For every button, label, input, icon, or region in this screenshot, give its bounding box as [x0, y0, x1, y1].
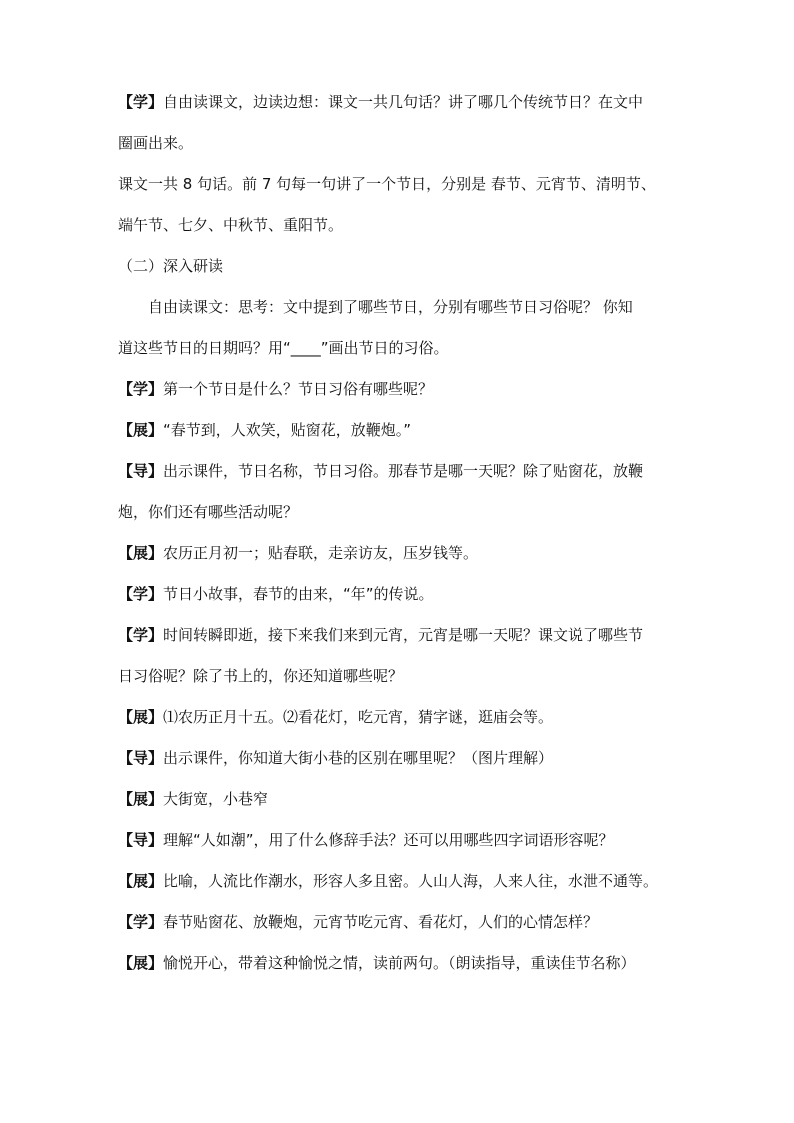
line-tag: 【展】 — [118, 790, 164, 808]
line-text: 炮，你们还有哪些活动呢？ — [118, 503, 299, 521]
line-tag: 【学】 — [118, 93, 164, 111]
text-line — [118, 748, 683, 768]
text-line — [118, 338, 683, 358]
text-line — [118, 953, 683, 973]
line-text: 端午节、七夕、中秋节、重阳节。 — [118, 216, 344, 234]
line-tag: 【展】 — [118, 708, 164, 726]
line-tag: 【学】 — [118, 626, 164, 644]
line-text: 第一个节日是什么？节日习俗有哪些呢？ — [163, 380, 434, 398]
line-text: 节日小故事，春节的由来，“年”的传说。 — [163, 585, 434, 603]
line-text: 比喻，人流比作潮水，形容人多且密。人山人海，人来人往，水泄不通等。 — [163, 872, 659, 890]
line-text: 理解“人如潮”，用了什么修辞手法？还可以用哪些四字词语形容呢？ — [163, 831, 614, 849]
line-text: 圈画出来。 — [118, 134, 194, 152]
line-tag: 【展】 — [118, 421, 164, 439]
line-tag: 【学】 — [118, 913, 164, 931]
text-line — [118, 215, 683, 235]
line-tag: 【展】 — [118, 954, 164, 972]
line-text: “春节到，人欢笑，贴窗花，放鞭炮。” — [163, 421, 412, 439]
line-text: 出示课件，你知道大街小巷的区别在哪里呢？（图片理解） — [163, 749, 554, 767]
line-text: （二）深入研读 — [118, 257, 224, 275]
line-text: 出示课件，节日名称，节日习俗。那春节是哪一天呢？除了贴窗花，放鞭 — [163, 462, 644, 480]
text-line — [118, 625, 683, 645]
line-text: 时间转瞬即逝，接下来我们来到元宵，元宵是哪一天呢？课文说了哪些节 — [163, 626, 644, 644]
line-tag: 【导】 — [118, 462, 164, 480]
line-text: 日习俗呢？除了书上的，你还知道哪些呢？ — [118, 667, 404, 685]
text-line — [118, 707, 683, 727]
line-tag: 【导】 — [118, 749, 164, 767]
line-tag: 【学】 — [118, 380, 164, 398]
line-text: 道这些节日的日期吗？用“____”画出节日的习俗。 — [118, 339, 449, 357]
line-text: 愉悦开心，带着这种愉悦之情，读前两句。（朗读指导，重读佳节名称） — [163, 954, 636, 972]
line-tag: 【展】 — [118, 544, 164, 562]
document-body — [118, 92, 683, 994]
line-text: 课文一共 8 句话。前 7 句每一句讲了一个节日，分别是 春节、元宵节、清明节、 — [118, 175, 656, 193]
text-line — [118, 789, 683, 809]
text-line — [118, 133, 683, 153]
line-text: 农历正月初一；贴春联，走亲访友，压岁钱等。 — [163, 544, 479, 562]
text-line — [118, 379, 683, 399]
text-line — [118, 174, 683, 194]
text-line — [118, 666, 683, 686]
text-line — [118, 912, 683, 932]
text-line — [118, 420, 683, 440]
text-line — [118, 584, 683, 604]
text-line — [118, 871, 683, 891]
line-tag: 【展】 — [118, 872, 164, 890]
line-text: 春节贴窗花、放鞭炮，元宵节吃元宵、看花灯，人们的心情怎样？ — [163, 913, 599, 931]
line-tag: 【学】 — [118, 585, 164, 603]
line-text: 自由读课文，边读边想：课文一共几句话？讲了哪几个传统节日？在文中 — [163, 93, 644, 111]
text-line — [118, 543, 683, 563]
text-line — [118, 461, 683, 481]
text-line — [118, 92, 683, 112]
line-text: 大街宽，小巷窄 — [163, 790, 269, 808]
line-text: 自由读课文：思考：文中提到了哪些节日，分别有哪些节日习俗呢？ 你知 — [148, 298, 633, 316]
line-tag: 【导】 — [118, 831, 164, 849]
section-heading — [118, 256, 683, 276]
text-line — [118, 297, 683, 317]
line-text: ⑴农历正月十五。⑵看花灯，吃元宵，猜字谜，逛庙会等。 — [163, 708, 554, 726]
text-line — [118, 502, 683, 522]
text-line — [118, 830, 683, 850]
